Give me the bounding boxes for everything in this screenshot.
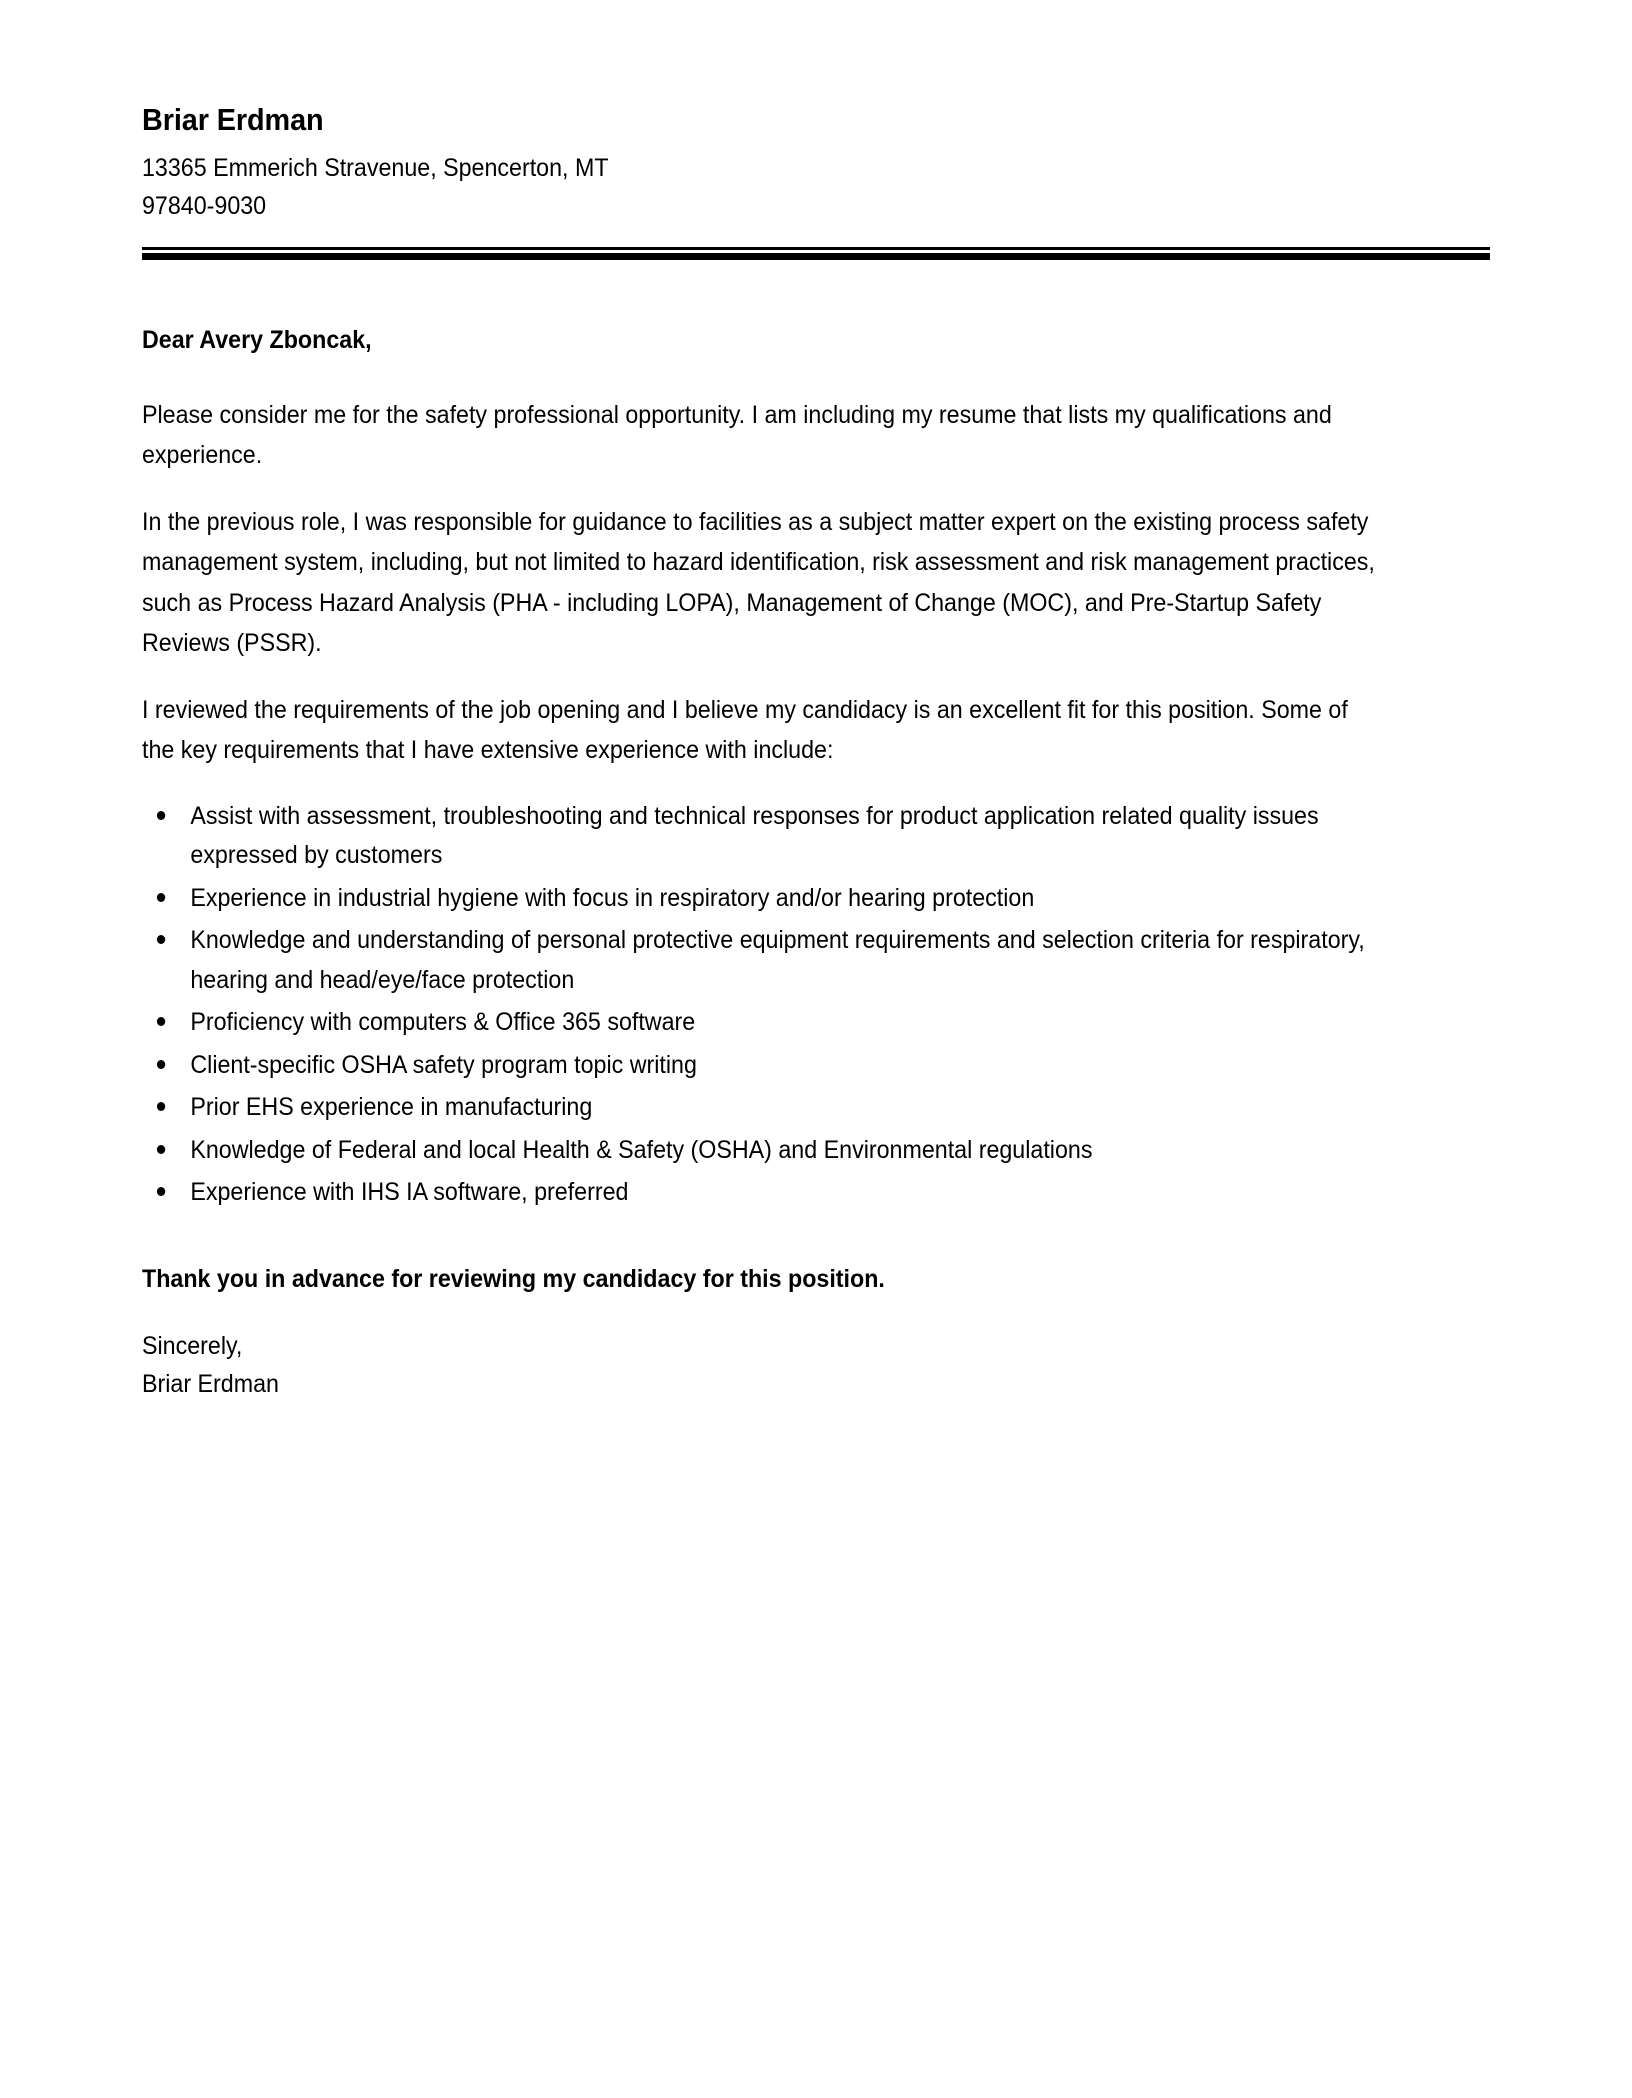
letterhead — [142, 0, 1490, 225]
list-item-text: Experience with IHS IA software, preferred — [190, 1178, 629, 1207]
signature-name: Briar Erdman — [142, 1369, 279, 1398]
bullet-icon — [157, 1187, 165, 1196]
list-item — [142, 1046, 1379, 1086]
bullet-icon — [157, 1060, 165, 1069]
body-paragraph-3: I reviewed the requirements of the job opening and I believe my candidacy is an excellent fit for this position. Some of the key requirements that I have extensive experience with include: — [142, 695, 1348, 765]
list-item-text: Assist with assessment, troubleshooting and technical responses for product application related quality issues expressed by customers — [190, 801, 1319, 870]
body-paragraph-2: In the previous role, I was responsible for guidance to facilities as a subject matter expert on the existing process safety management system, including, but not limited to hazard identification, risk assessment and risk management practices, such as Process Hazard Analysis (PHA - including LOPA), Management of Change (MOC), and Pre-Startup Safety Reviews (PSSR). — [142, 507, 1375, 658]
letter-body — [142, 322, 1490, 1403]
closing-thanks: Thank you in advance for reviewing my candidacy for this position. — [142, 1264, 885, 1293]
list-item-text: Prior EHS experience in manufacturing — [190, 1093, 593, 1122]
sender-address-line-1: 13365 Emmerich Stravenue, Spencerton, MT — [142, 154, 609, 183]
letterhead-divider — [142, 247, 1490, 260]
bullet-icon — [157, 893, 165, 902]
list-item-text: Client-specific OSHA safety program topic writing — [190, 1050, 697, 1079]
bullet-icon — [157, 1017, 165, 1026]
list-item-text: Knowledge and understanding of personal protective equipment requirements and selection criteria for respiratory, hearing and head/eye/face protection — [190, 926, 1365, 994]
divider-thick-line — [142, 253, 1490, 260]
list-item — [142, 879, 1379, 919]
bullet-icon — [157, 811, 165, 820]
requirements-list — [142, 797, 1379, 1213]
sender-address-line-2: 97840-9030 — [142, 191, 267, 220]
list-item-text: Proficiency with computers & Office 365 software — [190, 1008, 696, 1037]
list-item-text: Experience in industrial hygiene with focus in respiratory and/or hearing protection — [190, 883, 1035, 912]
list-item — [142, 1003, 1379, 1043]
letter-content — [142, 0, 1490, 1403]
list-item — [142, 1173, 1379, 1213]
list-item — [142, 1131, 1379, 1171]
sign-off: Sincerely, — [142, 1331, 243, 1360]
list-item — [142, 797, 1379, 876]
sender-name: Briar Erdman — [142, 102, 324, 137]
bullet-icon — [157, 1145, 165, 1154]
list-item — [142, 921, 1379, 1000]
bullet-icon — [157, 935, 165, 944]
bullet-icon — [157, 1102, 165, 1111]
list-item — [142, 1088, 1379, 1128]
list-item-text: Knowledge of Federal and local Health & Safety (OSHA) and Environmental regulations — [190, 1135, 1093, 1164]
body-paragraph-1: Please consider me for the safety professional opportunity. I am including my resume that lists my qualifications and experience. — [142, 400, 1332, 470]
salutation: Dear Avery Zboncak, — [142, 326, 372, 355]
